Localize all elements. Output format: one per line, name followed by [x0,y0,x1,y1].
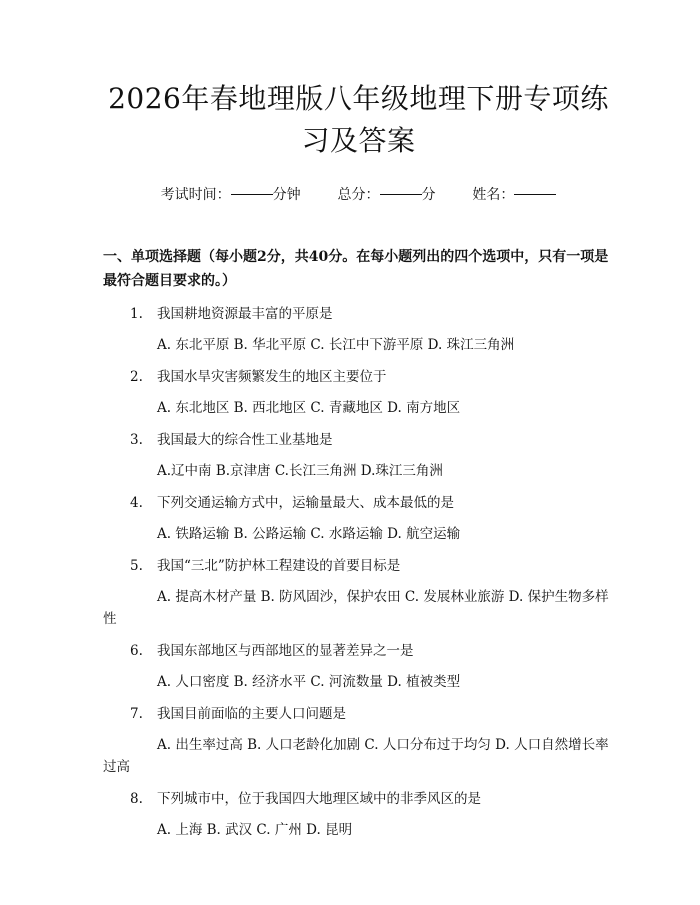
question-number: 6. [130,643,143,659]
question-text: 我国最大的综合性工业基地是 [157,432,333,448]
question-item [103,788,614,841]
question-stem [103,303,614,325]
question-item [103,640,614,693]
question-stem [103,492,614,514]
question-number: 2. [130,369,143,385]
exam-time-unit: 分钟 [272,187,301,203]
total-score-field [338,185,436,205]
student-name-blank [514,194,556,195]
question-text: 下列交通运输方式中，运输量最大、成本最低的是 [157,495,454,511]
question-options: A. 铁路运输 B. 公路运输 C. 水路运输 D. 航空运输 [157,526,461,542]
total-score-unit: 分 [421,187,436,203]
question-text: 我国水旱灾害频繁发生的地区主要位于 [157,369,387,385]
question-number: 8. [130,791,143,807]
question-item [103,303,614,356]
question-item [103,492,614,545]
section-heading: 一、单项选择题（每小题2分，共40分。在每小题列出的四个选项中，只有一项是最符合题目要求的。） [103,249,609,289]
question-stem [103,703,614,725]
question-options: A. 上海 B. 武汉 C. 广州 D. 昆明 [157,822,353,838]
exam-time-field [161,185,301,205]
question-options: A. 东北地区 B. 西北地区 C. 青藏地区 D. 南方地区 [157,400,461,416]
total-score-blank [380,194,422,195]
student-name-field [472,185,556,205]
question-item [103,703,614,778]
question-number: 4. [130,495,143,511]
document-title: 2026年春地理版八年级地理下册专项练习及答案 [108,82,609,157]
question-text: 我国耕地资源最丰富的平原是 [157,306,333,322]
student-name-label: 姓名： [472,187,515,203]
question-item [103,429,614,482]
question-text: 我国东部地区与西部地区的显著差异之一是 [157,643,414,659]
question-text: 我国目前面临的主要人口问题是 [157,706,346,722]
question-stem [103,429,614,451]
question-stem [103,366,614,388]
total-score-label: 总分： [337,187,380,203]
exam-meta-line [103,185,614,205]
exam-time-label: 考试时间： [160,187,231,203]
question-stem [103,640,614,662]
question-options: A. 出生率过高 B. 人口老龄化加剧 C. 人口分布过于均匀 D. 人口自然增长率过高 [103,737,609,775]
exam-time-blank [231,194,273,195]
question-text: 下列城市中，位于我国四大地理区域中的非季风区的是 [157,791,481,807]
question-options: A. 人口密度 B. 经济水平 C. 河流数量 D. 植被类型 [157,674,461,690]
question-number: 5. [130,558,143,574]
question-options: A. 提高木材产量 B. 防风固沙，保护农田 C. 发展林业旅游 D. 保护生物多样性 [103,589,609,627]
question-stem [103,788,614,810]
question-item [103,555,614,630]
question-number: 7. [130,706,143,722]
question-list [103,303,614,841]
question-text: 我国“三北”防护林工程建设的首要目标是 [157,558,401,574]
question-stem [103,555,614,577]
question-item [103,366,614,419]
question-options: A.辽中南 B.京津唐 C.长江三角洲 D.珠江三角洲 [157,463,443,479]
question-number: 3. [130,432,143,448]
question-options: A. 东北平原 B. 华北平原 C. 长江中下游平原 D. 珠江三角洲 [157,337,515,353]
question-number: 1. [130,306,143,322]
